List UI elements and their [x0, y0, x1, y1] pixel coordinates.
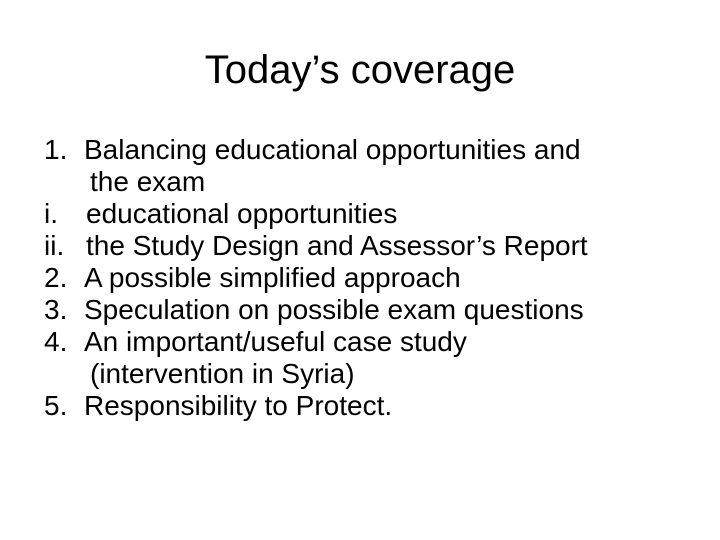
list-marker: 5.: [44, 390, 68, 421]
list-item-continuation: (intervention in Syria): [90, 358, 355, 389]
coverage-list: [44, 134, 684, 422]
list-marker: ii.: [44, 230, 65, 261]
list-item: [44, 262, 684, 294]
list-item-text: Speculation on possible exam questions: [84, 294, 584, 325]
list-marker: 4.: [44, 326, 68, 357]
list-item: [44, 326, 684, 390]
list-item-text: educational opportunities: [86, 198, 398, 229]
list-item-text: Balancing educational opportunities and: [84, 134, 581, 165]
list-item: [44, 294, 684, 326]
list-item-continuation: the exam: [90, 166, 206, 197]
list-item-text: the Study Design and Assessor’s Report: [86, 230, 588, 261]
list-marker: 3.: [44, 294, 68, 325]
slide-title: Today’s coverage: [204, 48, 516, 92]
list-item: [44, 134, 684, 198]
list-item-text: A possible simplified approach: [84, 262, 461, 293]
list-marker: 2.: [44, 262, 68, 293]
list-item-text: Responsibility to Protect.: [84, 390, 393, 421]
list-item: [44, 390, 684, 422]
list-marker: 1.: [44, 134, 68, 165]
list-marker: i.: [44, 198, 58, 229]
list-item-text: An important/useful case study: [84, 326, 467, 357]
list-item: [44, 198, 684, 230]
list-item: [44, 230, 684, 262]
